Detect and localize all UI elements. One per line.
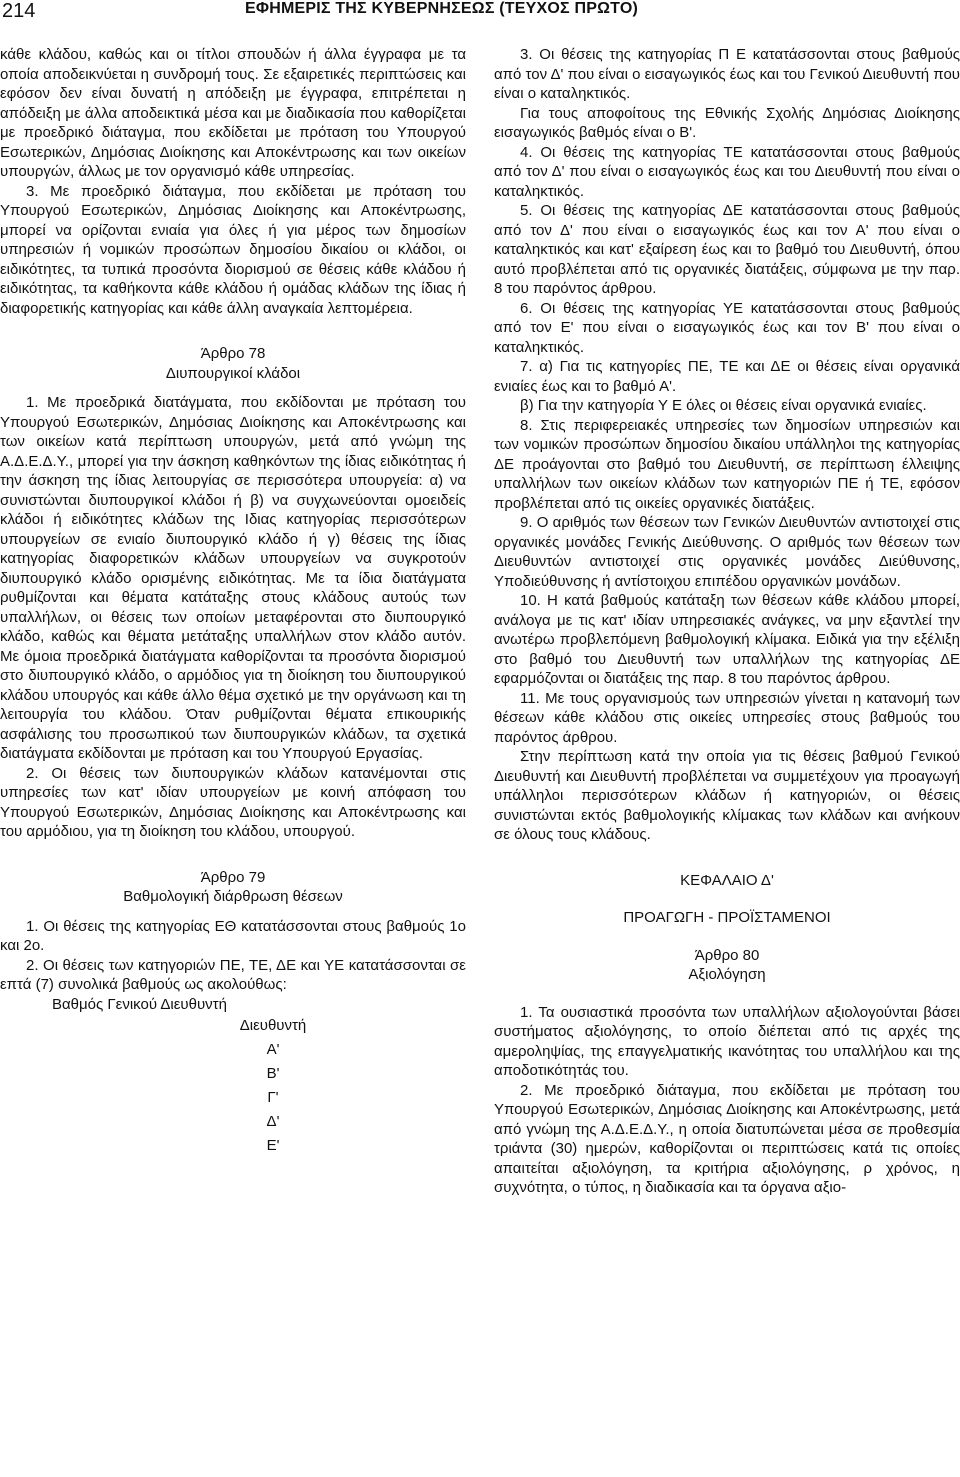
article-79-subtitle: Βαθμολογική διάρθρωση θέσεων xyxy=(123,888,343,905)
paragraph-10: 10. Η κατά βαθμούς κατάταξη των θέσεων κάθε κλάδου μπορεί, ανάλογα με τις κατ' ιδίαν υπηρεσιακές ανάγκες, να μην εξαντλεί την ανωτέρω προβλεπόμενη βαθμολογική κλίμακα. Ειδικά για την εξέλιξη στο βαθμό του Διευθυντή των υπαλλήλων της κατηγορίας ΔΕ εφαρμόζονται οι διατάξεις της παρ. 8 του παρόντος άρθρου. xyxy=(494,592,960,687)
left-column xyxy=(0,45,466,1158)
article-79-paragraph-1: 1. Οι θέσεις της κατηγορίας ΕΘ κατατάσσονται στους βαθμούς 1ο και 2ο. xyxy=(0,917,466,954)
article-79-title: Άρθρο 79 xyxy=(200,868,266,886)
running-title: ΕΦΗΜΕΡΙΣ ΤΗΣ ΚΥΒΕΡΝΗΣΕΩΣ (ΤΕΥΧΟΣ ΠΡΩΤΟ) xyxy=(245,0,639,17)
paragraph-6: 6. Οι θέσεις της κατηγορίας ΥΕ κατατάσσονται στους βαθμούς από τον Ε' που είναι ο εισαγωγικός έως και τον Β' που είναι ο καταληκτικός. xyxy=(494,299,960,356)
grade-e: Ε' xyxy=(266,1137,280,1154)
grade-director: Διευθυντή xyxy=(239,1017,307,1034)
paragraph-school: Για τους αποφοίτους της Εθνικής Σχολής Δημόσιας Διοίκησης εισαγωγικός βαθμός είναι ο Β'. xyxy=(494,104,960,141)
right-column xyxy=(494,45,960,1198)
chapter-title: ΠΡΟΑΓΩΓΗ - ΠΡΟΪΣΤΑΜΕΝΟΙ xyxy=(623,909,831,926)
paragraph-5: 5. Οι θέσεις της κατηγορίας ΔΕ κατατάσσονται στους βαθμούς από τον Δ' που είναι ο εισαγωγικός έως και τον Α' που είναι ο καταληκτικός και κατ' εξαίρεση έως και το βαθμό του Διευθυντή, όπου αυτό προβλέπεται από τις οργανικές διατάξεις, σύμφωνα με την παρ. 8 του παρόντος άρθρου. xyxy=(494,202,960,297)
grade-d: Δ' xyxy=(266,1113,280,1130)
paragraph-9: 9. Ο αριθμός των θέσεων των Γενικών Διευθυντών αντιστοιχεί στις οργανικές μονάδες Γενικής Διεύθυνσης. Ο αριθμός των θέσεων των Διευθυντών αντιστοιχεί στις οργανικές μονάδες Διεύθυνσης, Υποδιεύθυνσης ή αντίστοιχου επιπέδου οργανικών μονάδων. xyxy=(494,514,960,590)
chapter-label: ΚΕΦΑΛΑΙΟ Δ' xyxy=(680,871,774,889)
article-80-subtitle: Αξιολόγηση xyxy=(688,966,766,983)
grade-c: Γ' xyxy=(267,1089,279,1106)
article-79-paragraph-2: 2. Οι θέσεις των κατηγοριών ΠΕ, ΤΕ, ΔΕ και ΥΕ κατατάσσονται σε επτά (7) συνολικά βαθμούς ως ακολούθως: xyxy=(0,956,466,993)
page-header xyxy=(0,0,960,30)
paragraph-general-director: Στην περίπτωση κατά την οποία για τις θέσεις βαθμού Γενικού Διευθυντή και Διευθυντή προβλέπεται να συμμετέχουν για προαγωγή υπάλληλοι περισσότερων κλάδων ή κατηγοριών, οι θέσεις συνιστώνται εκτός βαθμολογικής κλίμακας των κλάδων και ανήκουν σε όλους τους κλάδους. xyxy=(494,748,960,843)
article-78-paragraph-1: 1. Με προεδρικά διατάγματα, που εκδίδονται με πρόταση του Υπουργού Εσωτερικών, Δημόσιας Διοίκησης και Αποκέντρωσης και των οικείων κατά περίπτωση υπουργών, μετά από γνώμη της Α.Δ.Ε.Δ.Υ., μπορεί για την άσκηση καθηκόντων της ίδιας ειδικότητας ή την άσκηση της ίδιας λειτουργίας σε περισσότερα υπουργεία: α) να συνιστώνται διυπουργικοί κλάδοι ή β) να συγχωνεύονται ομοειδείς κλάδοι ή ειδικότητες κλάδων της Ιδιας κατηγορίας περισσότερων υπουργείων σε ενιαίο διυπουργικό κλάδο ή γ) θέσεις της ίδιας κατηγορίας διαφορετικών κλάδων υπουργείων να συγκροτούν διυπουργικό κλάδο ορισμένης ειδικότητας. Με τα ίδια διατάγματα ρυθμίζονται και θέματα κατάταξης στους κλάδους αυτούς των υπαλλήλων, οι θέσεις των οποίων μεταφέρονται στο διυπουργικό κλάδο, καθώς και θέματα μετάταξης υπαλλήλων στον κλάδο αυτόν. Με όμοια προεδρικά διατάγματα καθορίζονται τα προσόντα διορισμού στο διυπουργικό κλάδο, ο αρμόδιος για τη διοίκηση του διυπουργικού κλάδου υπουργός και κάθε άλλο θέμα σχετικό με την οργάνωση και τη λειτουργία του κλάδου. Όταν ρυθμίζονται θέματα επικουρικής ασφάλισης του προσωπικού των διυπουργικών κλάδων, τα σχετικά διατάγματα εκδίδονται με πρόταση και του Υπουργού Εργασίας. xyxy=(0,394,466,762)
article-80-title: Άρθρο 80 xyxy=(694,946,760,964)
article-80-paragraph-1: 1. Τα ουσιαστικά προσόντα των υπαλλήλων αξιολογούνται βάσει συστήματος αξιολόγησης, το οποίο διέπεται από τις αρχές της αμεροληψίας, της επαγγελματικής ικανότητας του υπαλλήλου και της αποδοτικότητάς του. xyxy=(494,1003,960,1079)
paragraph-3-pe: 3. Οι θέσεις της κατηγορίας Π Ε κατατάσσονται στους βαθμούς από τον Δ' που είναι ο εισαγωγικός έως και του Γενικού Διευθυντή που είναι ο καταληκτικός. xyxy=(494,46,960,102)
paragraph-7b: β) Για την κατηγορία Υ Ε όλες οι θέσεις είναι οργανικά ενιαίες. xyxy=(520,397,927,414)
paragraph-3: 3. Με προεδρικό διάταγμα, που εκδίδεται με πρόταση του Υπουργού Εσωτερικών, Δημόσιας Διοίκησης και Αποκέντρωσης, μπορεί να ορίζονται ενιαία για όλες ή για μέρος των δημοσίων υπηρεσιών ή νομικών προσώπων δημοσίου δικαίου οι κλάδοι, οι ειδικότητες, τα τυπικά προσόντα διορισμού σε θέσεις κάθε κλάδου ή ειδικότητας, τα καθήκοντα κάθε κλάδου ή ομάδας κλάδων της ίδιας ή διαφορετικής κατηγορίας και κάθε άλλη αναγκαία λεπτομέρεια. xyxy=(0,182,466,317)
paragraph-7a: 7. α) Για τις κατηγορίες ΠΕ, ΤΕ και ΔΕ οι θέσεις είναι οργανικά ενιαίες έως και το βαθμό Α'. xyxy=(494,358,960,395)
grade-a: Α' xyxy=(266,1041,280,1058)
grade-general-director: Βαθμός Γενικού Διευθυντή xyxy=(52,995,227,1013)
grade-b: Β' xyxy=(266,1065,280,1082)
grade-list xyxy=(0,1014,466,1158)
paragraph-continuation: κάθε κλάδου, καθώς και οι τίτλοι σπουδών ή άλλα έγγραφα με τα οποία αποδεικνύεται η συνδρομή τους. Σε εξαιρετικές περιπτώσεις και εφόσον δεν είναι δυνατή η απόδειξη με έγγραφα, επιτρέπεται η απόδειξη με άλλα αποδεικτικά μέσα και με διαδικασία που καθορίζεται με προεδρικό διάταγμα, που εκδίδεται με πρόταση του Υπουργού Εσωτερικών, Δημόσιας Διοίκησης και Αποκέντρωσης και των οικείων υπουργών, άλλως με τον οργανισμό κάθε υπηρεσίας. xyxy=(0,46,466,180)
paragraph-8: 8. Στις περιφερειακές υπηρεσίες των δημοσίων υπηρεσιών και των νομικών προσώπων δημοσίου δικαίου υπάλληλοι της κατηγορίας ΔΕ προάγονται στο βαθμό του Διευθυντή, σε περίπτωση έλλειψης υπαλλήλων των οικείων κλάδων των κατηγοριών ΠΕ ή ΤΕ, εφόσον προβλέπεται από τις οικείες οργανικές διατάξεις. xyxy=(494,416,960,512)
article-78-title: Άρθρο 78 xyxy=(200,345,266,362)
page-number: 214 xyxy=(2,0,36,22)
paragraph-4: 4. Οι θέσεις της κατηγορίας ΤΕ κατατάσσονται στους βαθμούς από τον Δ' που είναι ο εισαγωγικός έως και του Διευθυντή που είναι ο καταληκτικός. xyxy=(494,143,960,200)
paragraph-11: 11. Με τους οργανισμούς των υπηρεσιών γίνεται η κατανομή των θέσεων κάθε κλάδου στις οικείες υπηρεσίες στους βαθμούς του παρόντος άρθρου. xyxy=(494,689,960,746)
article-80-paragraph-2: 2. Με προεδρικό διάταγμα, που εκδίδεται με πρόταση του Υπουργού Εσωτερικών, Δημόσιας Διοίκησης και Αποκέντρωσης, μετά από γνώμη της Α.Δ.Ε.Δ.Υ., η οποία διατυπώνεται μέσα σε προθεσμία τριάντα (30) ημερών, καθορίζονται οι περιπτώσεις κατά τις οποίες απαιτείται αξιολόγηση, τα κριτήρια αξιολόγησης, ρ χρόνος, η συχνότητα, ο τύπος, η διαδικασία και τα όργανα αξιο- xyxy=(494,1081,960,1196)
article-78-subtitle: Διυπουργικοί κλάδοι xyxy=(165,364,301,382)
article-78-paragraph-2: 2. Οι θέσεις των διυπουργικών κλάδων κατανέμονται στις υπηρεσίες των κατ' ιδίαν υπουργείων με κοινή απόφαση του Υπουργού Εσωτερικών, Δημόσιας Διοίκησης και Αποκέντρωσης και του αρμόδιου, για τη διοίκηση του κλάδου, υπουργού. xyxy=(0,764,466,840)
